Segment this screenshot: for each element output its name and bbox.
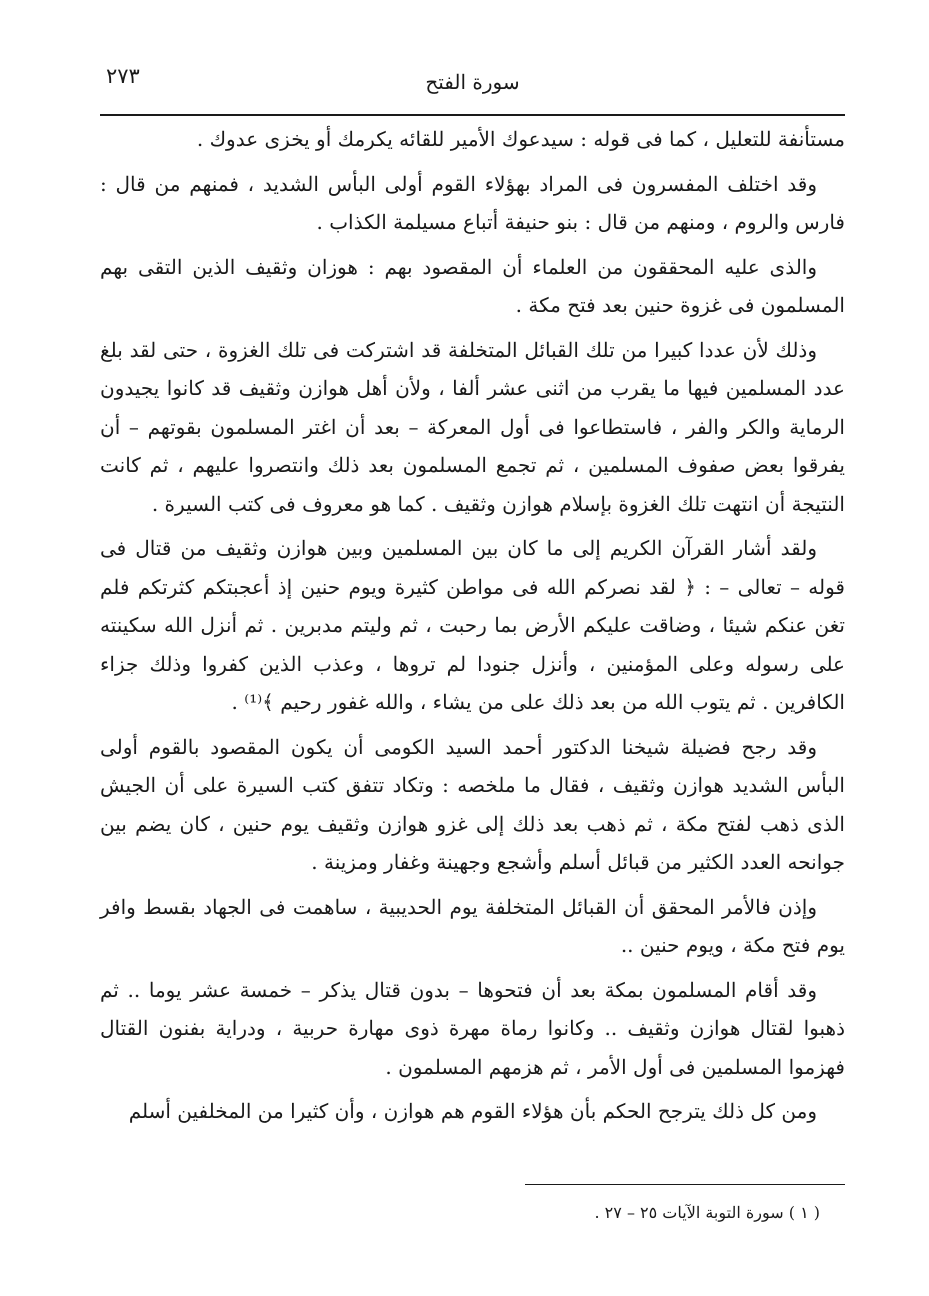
paragraph: وقد رجح فضيلة شيخنا الدكتور أحمد السيد الكومى أن يكون المقصود بالقوم أولى البأس الشديد هوازن وثقيف ، فقال ما ملخصه : وتكاد تتفق كتب السيرة على أن الجيش الذى ذهب لفتح مكة ، ثم ذهب بعد ذلك إلى غزو هوازن وثقيف يوم حنين ، كان يضم بين جوانحه العدد الكثير من قبائل أسلم وأشجع وجهينة وغفار ومزينة . bbox=[100, 734, 845, 874]
paragraph: ومن كل ذلك يترجح الحكم بأن هؤلاء القوم هم هوازن ، وأن كثيرا من المخلفين أسلم bbox=[128, 1099, 817, 1123]
page-number: ٢٧٣ bbox=[106, 64, 140, 88]
paragraph: ولقد أشار القرآن الكريم إلى ما كان بين المسلمين وبين هوازن وثقيف من قتال فى قوله – تعالى – : ﴿ لقد نصركم الله فى مواطن كثيرة ويوم حنين إذ أعجبتكم كثرتكم فلم تغن عنكم شيئا ، وضاقت عليكم الأرض بما رحبت ، ثم وليتم مدبرين . ثم أنزل الله سكينته على رسوله وعلى المؤمنين ، وأنزل جنودا لم تروها ، وعذب الذين كفروا وذلك جزاء الكافرين . ثم يتوب الله من بعد ذلك على من يشاء ، والله غفور رحيم ﴾⁽¹⁾ . bbox=[100, 536, 845, 714]
body-text bbox=[100, 120, 845, 1137]
paragraph: والذى عليه المحققون من العلماء أن المقصود بهم : هوزان وثقيف الذين التقى بهم المسلمون فى غزوة حنين بعد فتح مكة . bbox=[100, 254, 845, 317]
page-title: سورة الفتح bbox=[425, 70, 520, 94]
footnote: ( ١ ) سورة التوبة الآيات ٢٥ – ٢٧ . bbox=[594, 1203, 820, 1222]
paragraph: وإذن فالأمر المحقق أن القبائل المتخلفة يوم الحديبية ، ساهمت فى الجهاد بقسط وافر يوم فتح مكة ، ويوم حنين .. bbox=[100, 894, 845, 957]
header-divider bbox=[100, 114, 845, 116]
paragraph: وقد اختلف المفسرون فى المراد بهؤلاء القوم أولى البأس الشديد ، فمنهم من قال : فارس والروم ، ومنهم من قال : بنو حنيفة أتباع مسيلمة الكذاب . bbox=[100, 171, 845, 234]
footnote-divider bbox=[525, 1184, 845, 1185]
paragraph: وذلك لأن عددا كبيرا من تلك القبائل المتخلفة قد اشتركت فى تلك الغزوة ، حتى لقد بلغ عدد المسلمين فيها ما يقرب من اثنى عشر ألفا ، ولأن أهل هوازن وثقيف قد كانوا يجيدون الرماية والكر والفر ، فاستطاعوا فى أول المعركة – بعد أن اغتر المسلمون بقوتهم – أن يفرقوا بعض صفوف المسلمين ، ثم تجمع المسلمون بعد ذلك وانتصروا عليهم ، ثم كانت النتيجة أن انتهت تلك الغزوة بإسلام هوازن وثقيف . كما هو معروف فى كتب السيرة . bbox=[100, 337, 845, 516]
paragraph: وقد أقام المسلمون بمكة بعد أن فتحوها – بدون قتال يذكر – خمسة عشر يوما .. ثم ذهبوا لقتال هوازن وثقيف .. وكانوا رماة مهرة ذوى مهارة حربية ، ودراية بفنون القتال فهزموا المسلمين فى أول الأمر ، ثم هزمهم المسلمون . bbox=[100, 977, 845, 1079]
paragraph: مستأنفة للتعليل ، كما فى قوله : سيدعوك الأمير للقائه يكرمك أو يخزى عدوك . bbox=[196, 127, 845, 151]
page-header bbox=[100, 62, 845, 100]
